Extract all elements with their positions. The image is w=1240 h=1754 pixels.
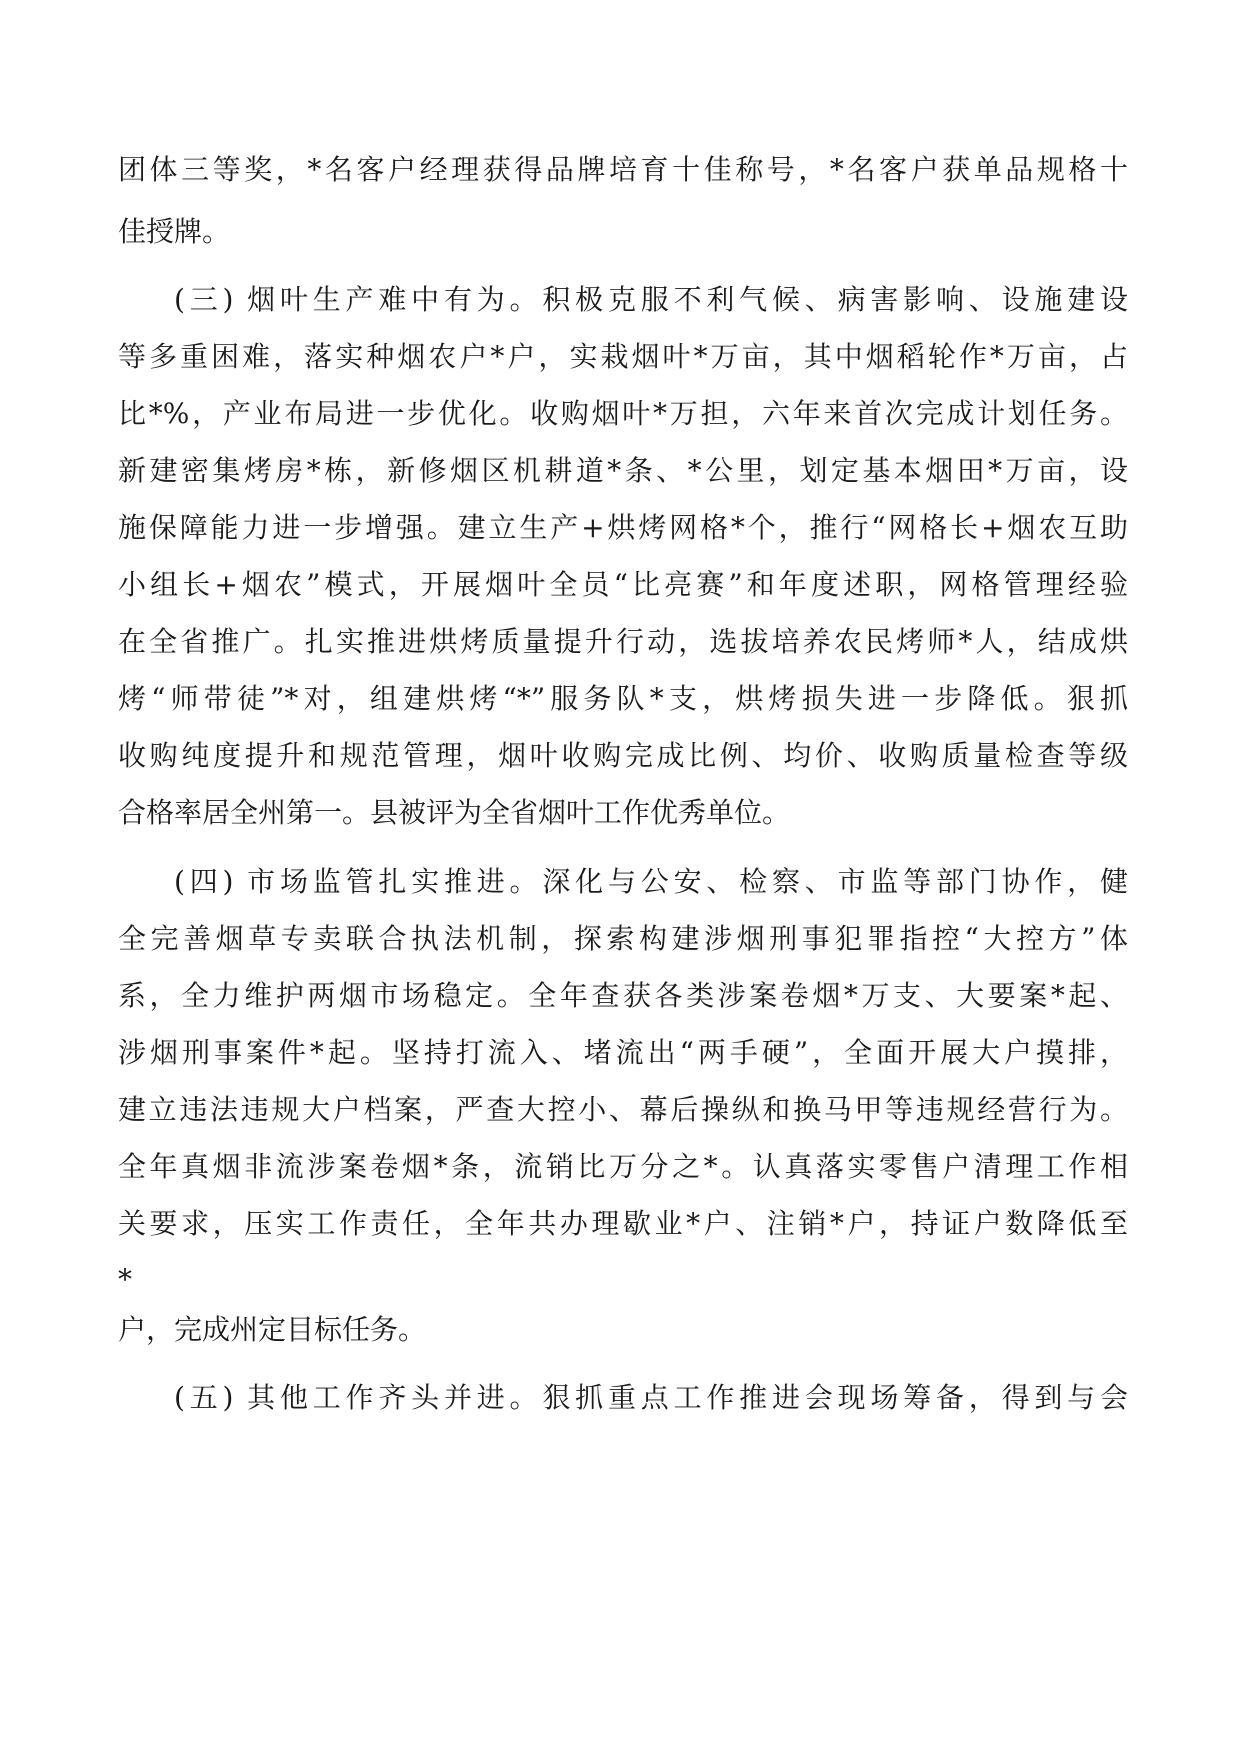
body-text-line: 系，全力维护两烟市场稳定。全年查获各类涉案卷烟*万支、大要案*起、 bbox=[118, 979, 1128, 1012]
body-text-line: 小组长+烟农”模式，开展烟叶全员“比亮赛”和年度述职，网格管理经验 bbox=[118, 568, 1128, 601]
body-text-line: 烤“师带徒”*对，组建烘烤“*”服务队*支，烘烤损失进一步降低。狠抓 bbox=[118, 682, 1128, 715]
section-heading-line: (五) 其他工作齐头并进。狠抓重点工作推进会现场筹备，得到与会 bbox=[174, 1381, 1128, 1414]
body-text-line: * bbox=[118, 1263, 132, 1296]
body-text-line: 施保障能力进一步增强。建立生产+烘烤网格*个，推行“网格长+烟农互助 bbox=[118, 511, 1128, 544]
body-text-line: 收购纯度提升和规范管理，烟叶收购完成比例、均价、收购质量检查等级 bbox=[118, 739, 1128, 772]
body-text-line: 全完善烟草专卖联合执法机制，探索构建涉烟刑事犯罪指控“大控方”体 bbox=[118, 922, 1128, 955]
body-text-line: 关要求，压实工作责任，全年共办理歇业*户、注销*户，持证户数降低至 bbox=[118, 1207, 1128, 1240]
body-text-line: 等多重困难，落实种烟农户*户，实栽烟叶*万亩，其中烟稻轮作*万亩，占 bbox=[118, 340, 1128, 373]
body-text-line: 户，完成州定目标任务。 bbox=[118, 1313, 427, 1346]
section-heading-line: (四) 市场监管扎实推进。深化与公安、检察、市监等部门协作，健 bbox=[174, 865, 1128, 898]
section-heading-line: (三) 烟叶生产难中有为。积极克服不利气候、病害影响、设施建设 bbox=[174, 283, 1128, 316]
body-text-line: 在全省推广。扎实推进烘烤质量提升行动，选拔培养农民烤师*人，结成烘 bbox=[118, 625, 1128, 658]
body-text-line: 佳授牌。 bbox=[118, 215, 231, 248]
body-text-line: 新建密集烤房*栋，新修烟区机耕道*条、*公里，划定基本烟田*万亩，设 bbox=[118, 454, 1128, 487]
body-text-line: 建立违法违规大户档案，严查大控小、幕后操纵和换马甲等违规经营行为。 bbox=[118, 1093, 1128, 1126]
body-text-line: 团体三等奖，*名客户经理获得品牌培育十佳称号，*名客户获单品规格十 bbox=[118, 153, 1128, 186]
body-text-line: 涉烟刑事案件*起。坚持打流入、堵流出“两手硬”，全面开展大户摸排， bbox=[118, 1036, 1128, 1069]
body-text-line: 比*%，产业布局进一步优化。收购烟叶*万担，六年来首次完成计划任务。 bbox=[118, 397, 1128, 430]
body-text-line: 全年真烟非流涉案卷烟*条，流销比万分之*。认真落实零售户清理工作相 bbox=[118, 1150, 1128, 1183]
body-text-line: 合格率居全州第一。县被评为全省烟叶工作优秀单位。 bbox=[118, 796, 791, 829]
